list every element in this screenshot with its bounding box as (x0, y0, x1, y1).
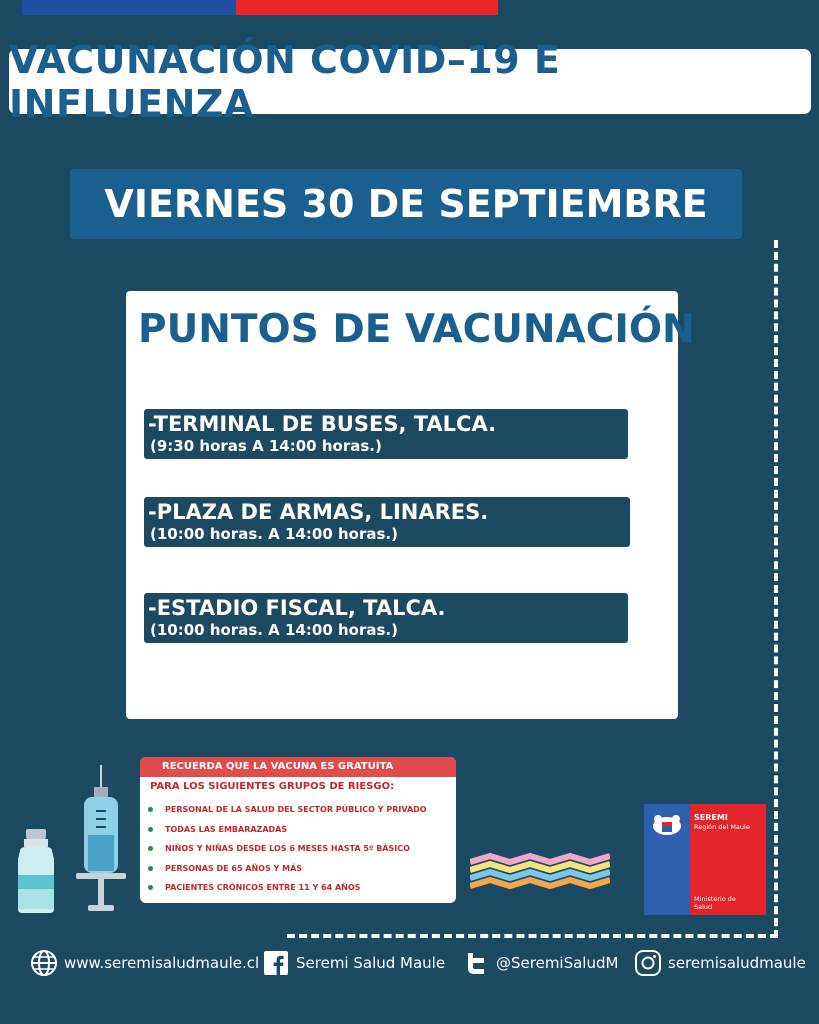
location-item (144, 497, 630, 547)
location-name: -PLAZA DE ARMAS, LINARES. (148, 500, 489, 524)
coat-of-arms-icon (650, 810, 684, 840)
date-banner (70, 169, 742, 239)
instagram-link[interactable] (634, 946, 806, 980)
risk-groups-heading: PARA LOS SIGUIENTES GRUPOS DE RIESGO: (150, 781, 395, 792)
bullet-icon (148, 885, 153, 890)
instagram-icon (634, 949, 662, 977)
list-item: PERSONAS DE 65 AÑOS Y MÁS (148, 859, 427, 879)
vaccination-points-card (126, 291, 695, 719)
facebook-text: Seremi Salud Maule (296, 954, 446, 972)
bullet-icon (148, 866, 153, 871)
website-text: www.seremisaludmaule.cl (64, 954, 260, 972)
flag-stripe-red (236, 0, 498, 15)
location-time: (10:00 horas. A 14:00 horas.) (150, 525, 398, 543)
logo-region: Región del Maule (694, 823, 750, 831)
bullet-icon (148, 807, 153, 812)
bullet-icon (148, 827, 153, 832)
twitter-text: @SeremiSaludM (496, 954, 619, 972)
risk-groups-box (140, 757, 456, 903)
twitter-icon (462, 949, 490, 977)
event-date: VIERNES 30 DE SEPTIEMBRE (104, 182, 708, 226)
page-title: VACUNACIÓN COVID–19 E INFLUENZA (9, 37, 561, 126)
website-link[interactable] (30, 946, 259, 980)
dashed-border-horizontal (287, 934, 778, 938)
facebook-icon (262, 949, 290, 977)
logo-ministry: Ministerio de Salud (694, 895, 736, 911)
title-banner (9, 37, 811, 126)
list-item: PACIENTES CRÓNICOS ENTRE 11 Y 64 AÑOS (148, 878, 427, 898)
points-heading: PUNTOS DE VACUNACIÓN (138, 307, 695, 352)
location-item (144, 593, 628, 643)
location-item (144, 409, 628, 459)
instagram-text: seremisaludmaule (668, 954, 806, 972)
list-item: PERSONAL DE LA SALUD DEL SECTOR PÚBLICO Y PRIVADO (148, 800, 427, 820)
facebook-link[interactable] (262, 946, 445, 980)
flag-stripe-blue (22, 0, 236, 15)
globe-icon (30, 949, 58, 977)
vaccine-vial-icon (14, 829, 58, 913)
syringe-icon (74, 765, 128, 913)
logo-title: SEREMI (694, 813, 728, 822)
location-time: (9:30 horas A 14:00 horas.) (150, 437, 382, 455)
twitter-link[interactable] (462, 946, 618, 980)
free-vaccine-notice: RECUERDA QUE LA VACUNA ES GRATUITA (140, 757, 456, 777)
location-time: (10:00 horas. A 14:00 horas.) (150, 621, 398, 639)
decorative-waves-icon (470, 852, 610, 892)
location-name: -ESTADIO FISCAL, TALCA. (148, 596, 446, 620)
list-item: TODAS LAS EMBARAZADAS (148, 820, 427, 840)
risk-groups-list (148, 800, 427, 898)
list-item: NIÑOS Y NIÑAS DESDE LOS 6 MESES HASTA 5º BÁSICO (148, 839, 427, 859)
seremi-logo (644, 804, 766, 915)
social-footer (0, 946, 819, 980)
bullet-icon (148, 846, 153, 851)
location-name: -TERMINAL DE BUSES, TALCA. (148, 412, 497, 436)
dashed-border-vertical (774, 240, 778, 938)
